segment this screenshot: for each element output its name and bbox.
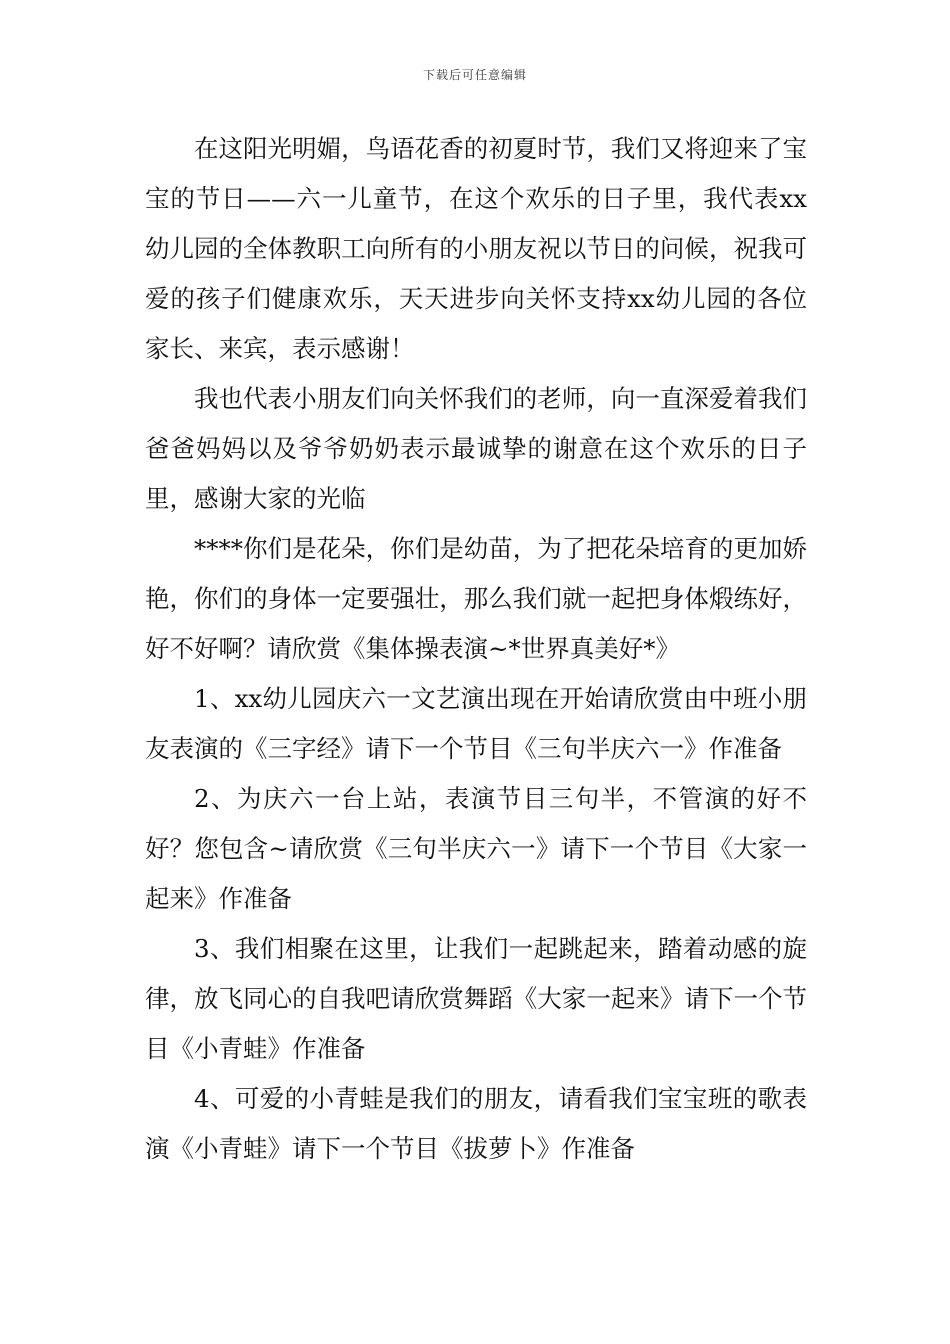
paragraph-item-3: 3、我们相聚在这里，让我们一起跳起来，踏着动感的旋律，放飞同心的自我吧请欣赏舞蹈《大家一起来》请下一个节目《小青蛙》作准备 — [145, 934, 807, 1063]
document-body — [145, 124, 807, 1174]
paragraph-item-2: 2、为庆六一台上站，表演节目三句半，不管演的好不好？您包含~请欣赏《三句半庆六一》请下一个节目《大家一起来》作准备 — [145, 784, 807, 913]
page-header: 下载后可任意编辑 — [422, 68, 527, 82]
paragraph-intro: ****你们是花朵，你们是幼苗，为了把花朵培育的更加娇艳，你们的身体一定要强壮，那么我们就一起把身体煅练好，好不好啊？请欣赏《集体操表演~*世界真美好*》 — [145, 534, 807, 663]
paragraph-item-4: 4、可爱的小青蛙是我们的朋友，请看我们宝宝班的歌表演《小青蛙》请下一个节目《拔萝卜》作准备 — [145, 1084, 807, 1163]
paragraph-item-1: 1、xx幼儿园庆六一文艺演出现在开始请欣赏由中班小朋友表演的《三字经》请下一个节目《三句半庆六一》作准备 — [145, 684, 807, 763]
paragraph-thanks: 我也代表小朋友们向关怀我们的老师，向一直深爱着我们爸爸妈妈以及爷爷奶奶表示最诚挚的谢意在这个欢乐的日子里，感谢大家的光临 — [145, 384, 807, 513]
paragraph-opening: 在这阳光明媚，鸟语花香的初夏时节，我们又将迎来了宝宝的节日——六一儿童节，在这个欢乐的日子里，我代表xx幼儿园的全体教职工向所有的小朋友祝以节日的问候，祝我可爱的孩子们健康欢乐，天天进步向关怀支持xx幼儿园的各位家长、来宾，表示感谢！ — [145, 134, 807, 363]
